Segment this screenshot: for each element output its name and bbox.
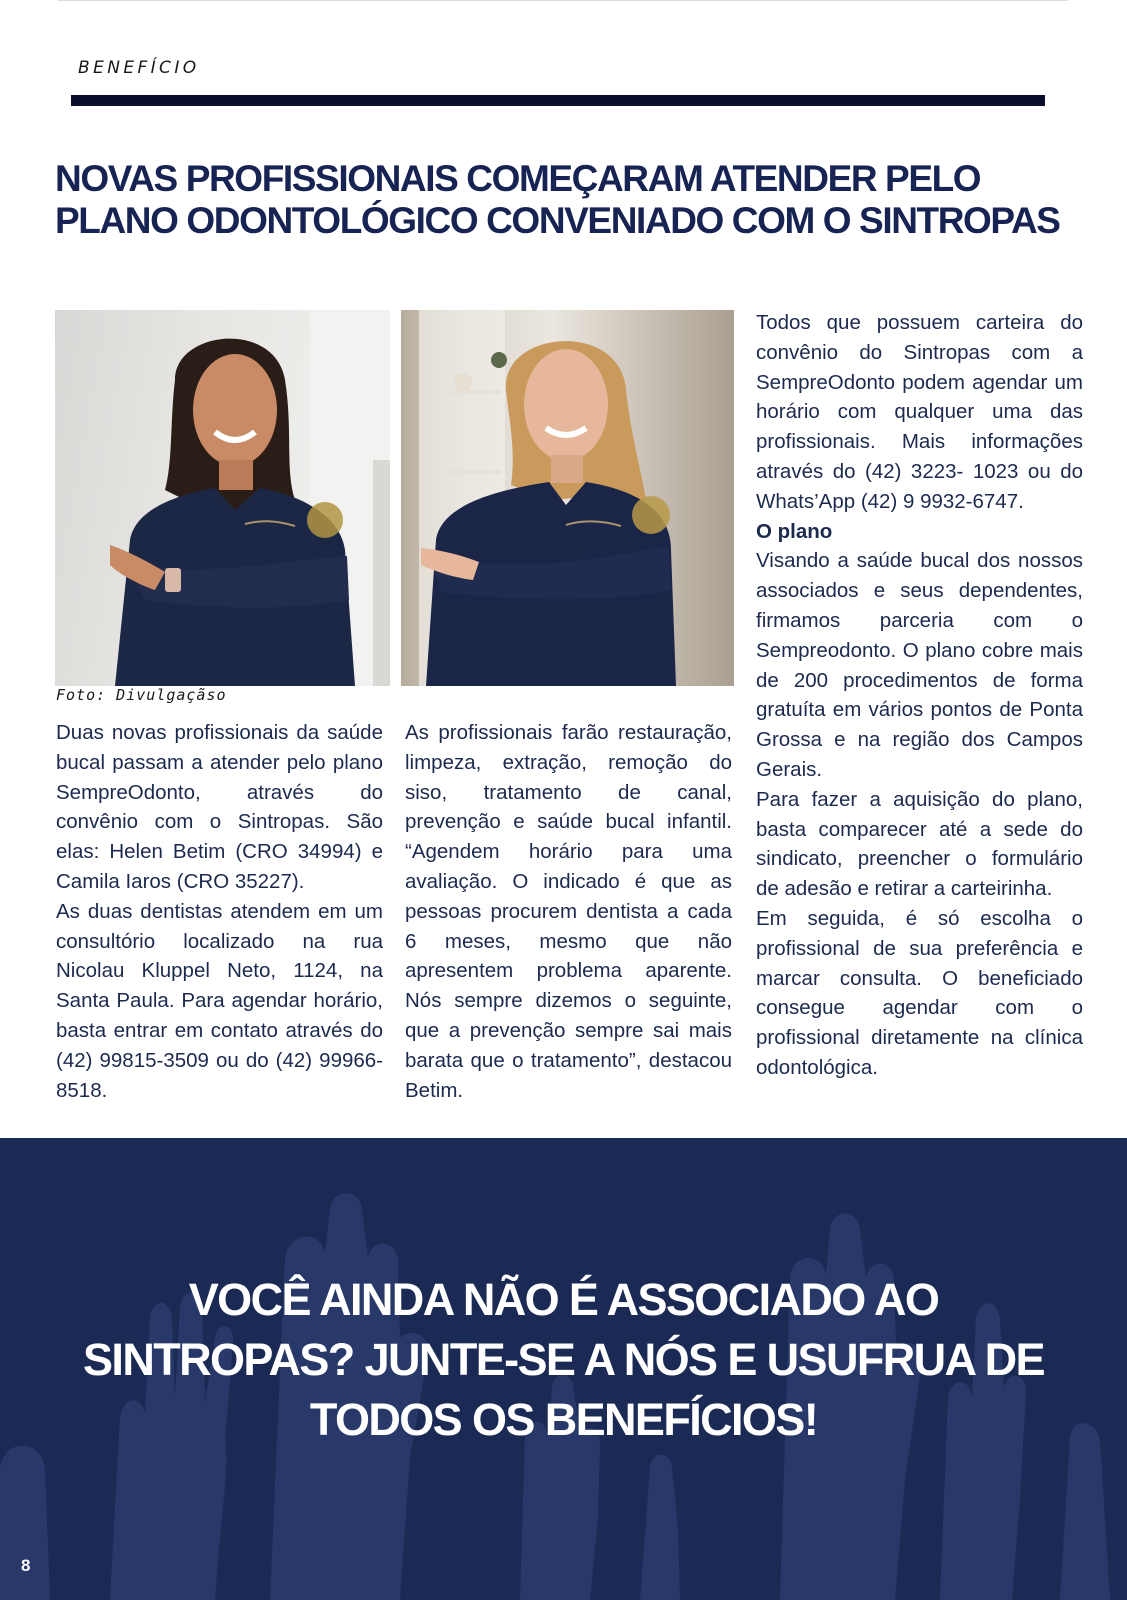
top-hairline <box>58 0 1068 1</box>
article-column-2 <box>405 718 732 1105</box>
membership-banner <box>0 1138 1127 1600</box>
column-1-paragraph: As duas dentistas atendem em um consultório localizado na rua Nicolau Kluppel Neto, 1124, na Santa Paula. Para agendar horário, basta entrar em contato através do (42) 99815-3509 ou do (42) 99966-8518. <box>56 899 383 1102</box>
dentist-portrait-illustration-2 <box>401 310 734 686</box>
article-headline: NOVAS PROFISSIONAIS COMEÇARAM ATENDER PELO PLANO ODONTOLÓGICO CONVENIADO COM O SINTROPAS <box>55 158 1060 241</box>
dentist-portrait-illustration <box>55 310 390 686</box>
article-column-1 <box>56 718 383 1105</box>
page-number: 8 <box>21 1556 31 1575</box>
membership-banner-text: VOCÊ AINDA NÃO É ASSOCIADO AO SINTROPAS? JUNTE-SE A NÓS E USUFRUA DE TODOS OS BENEFÍCIOS! <box>83 1274 1044 1445</box>
article-column-3 <box>756 308 1083 1083</box>
column-3-paragraph: Para fazer a aquisição do plano, basta comparecer até a sede do sindicato, preencher o formulário de adesão e retirar a carteirinha. <box>756 787 1083 901</box>
column-2-paragraph: As profissionais farão restauração, limpeza, extração, remoção do siso, tratamento de canal, prevenção e saúde bucal infantil. “Agendem horário para uma avaliação. O indicado é que as pessoas procurem dentista a cada 6 meses, mesmo que não apresentem problema aparente. Nós sempre dizemos o seguinte, que a prevenção sempre sai mais barata que o tratamento”, destacou Betim. <box>405 721 732 1102</box>
photo-dentist-camila <box>401 310 734 686</box>
column-3-paragraph: Visando a saúde bucal dos nossos associados e seus dependentes, firmamos parceria com o Sempreodonto. O plano cobre mais de 200 procedimentos de forma gratuíta em vários pontos de Ponta Grossa e na região dos Campos Gerais. <box>756 549 1083 781</box>
photo-dentist-helen <box>55 310 390 686</box>
column-3-paragraph: Em seguida, é só escolha o profissional de sua preferência e marcar consulta. O beneficiado consegue agendar com o profissional diretamente na clínica odontológica. <box>756 906 1083 1079</box>
column-1-paragraph: Duas novas profissionais da saúde bucal passam a atender pelo plano SempreOdonto, através do convênio com o Sintropas. São elas: Helen Betim (CRO 34994) e Camila Iaros (CRO 35227). <box>56 721 383 893</box>
column-3-subhead: O plano <box>756 519 833 543</box>
column-3-intro: Todos que possuem carteira do convênio do Sintropas com a SempreOdonto podem agendar um horário com qualquer uma das profissionais. Mais informações através do (42) 3223- 1023 ou do Whats’App (42) 9 9932-6747. <box>756 311 1083 513</box>
section-rule <box>71 95 1045 106</box>
section-label: BENEFÍCIO <box>78 58 200 78</box>
photo-caption: Foto: Divulgaçãso <box>56 686 227 704</box>
